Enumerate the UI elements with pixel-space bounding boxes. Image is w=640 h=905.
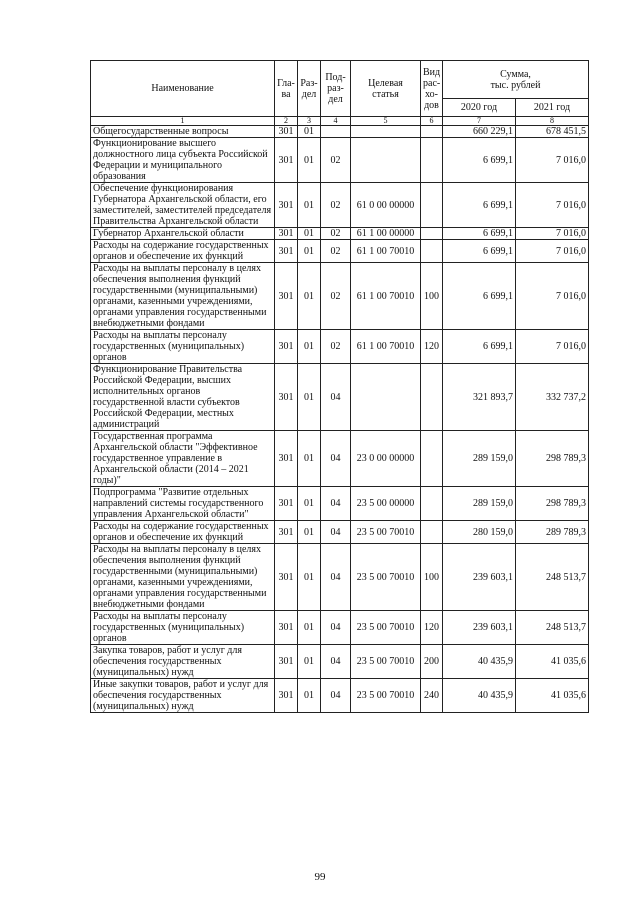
header-2020: 2020 год: [443, 99, 516, 117]
column-number: 6: [421, 117, 443, 126]
cell-y2020: 239 603,1: [443, 611, 516, 645]
cell-pod: 02: [321, 330, 351, 364]
cell-vid: [421, 126, 443, 138]
cell-pod: 04: [321, 364, 351, 431]
column-number: 3: [298, 117, 321, 126]
column-number: 4: [321, 117, 351, 126]
cell-y2021: 7 016,0: [516, 263, 589, 330]
cell-name: Расходы на выплаты персоналу государственных (муниципальных) органов: [91, 330, 275, 364]
cell-target: 23 5 00 70010: [351, 544, 421, 611]
cell-razdel: 01: [298, 611, 321, 645]
table-row: [91, 183, 589, 228]
cell-target: [351, 126, 421, 138]
cell-razdel: 01: [298, 228, 321, 240]
table-row: [91, 138, 589, 183]
cell-razdel: 01: [298, 679, 321, 713]
cell-name: Губернатор Архангельской области: [91, 228, 275, 240]
cell-y2020: 239 603,1: [443, 544, 516, 611]
cell-target: 61 1 00 70010: [351, 240, 421, 263]
cell-razdel: 01: [298, 364, 321, 431]
cell-y2020: 289 159,0: [443, 487, 516, 521]
cell-razdel: 01: [298, 240, 321, 263]
cell-razdel: 01: [298, 263, 321, 330]
cell-glava: 301: [275, 645, 298, 679]
cell-razdel: 01: [298, 645, 321, 679]
cell-pod: 04: [321, 544, 351, 611]
header-razdel: Раз- дел: [298, 61, 321, 117]
column-number: 5: [351, 117, 421, 126]
cell-y2020: 6 699,1: [443, 138, 516, 183]
table-row: [91, 645, 589, 679]
cell-glava: 301: [275, 126, 298, 138]
cell-y2020: 6 699,1: [443, 183, 516, 228]
cell-name: Обеспечение функционирования Губернатора Архангельской области, его заместителей, заместителей председателя Правительства Архангельской области: [91, 183, 275, 228]
table-row: [91, 544, 589, 611]
column-number: 1: [91, 117, 275, 126]
cell-target: 61 0 00 00000: [351, 183, 421, 228]
cell-y2021: 678 451,5: [516, 126, 589, 138]
cell-glava: 301: [275, 240, 298, 263]
table-row: [91, 431, 589, 487]
cell-glava: 301: [275, 611, 298, 645]
table-row: [91, 240, 589, 263]
cell-target: 23 5 00 70010: [351, 611, 421, 645]
cell-name: Иные закупки товаров, работ и услуг для обеспечения государственных (муниципальных) нужд: [91, 679, 275, 713]
cell-y2021: 332 737,2: [516, 364, 589, 431]
cell-target: 23 5 00 70010: [351, 645, 421, 679]
cell-y2020: 289 159,0: [443, 431, 516, 487]
cell-razdel: 01: [298, 521, 321, 544]
cell-glava: 301: [275, 330, 298, 364]
header-podrazdel: Под- раз- дел: [321, 61, 351, 117]
cell-vid: [421, 521, 443, 544]
cell-razdel: 01: [298, 138, 321, 183]
cell-vid: [421, 431, 443, 487]
cell-glava: 301: [275, 544, 298, 611]
cell-glava: 301: [275, 183, 298, 228]
cell-y2021: 7 016,0: [516, 183, 589, 228]
cell-target: 61 1 00 70010: [351, 263, 421, 330]
cell-target: [351, 138, 421, 183]
cell-y2021: 7 016,0: [516, 138, 589, 183]
cell-vid: 240: [421, 679, 443, 713]
table-row: [91, 487, 589, 521]
cell-name: Расходы на выплаты персоналу в целях обеспечения выполнения функций государственными (муниципальными) органами, казенными учреждениями, органами управления государственными внебюджетными фондами: [91, 263, 275, 330]
cell-y2020: 280 159,0: [443, 521, 516, 544]
header-vid: Вид рас- хо- дов: [421, 61, 443, 117]
cell-vid: 200: [421, 645, 443, 679]
cell-glava: 301: [275, 228, 298, 240]
cell-razdel: 01: [298, 431, 321, 487]
budget-table: [90, 60, 589, 713]
cell-pod: 04: [321, 521, 351, 544]
cell-name: Закупка товаров, работ и услуг для обеспечения государственных (муниципальных) нужд: [91, 645, 275, 679]
cell-y2020: 660 229,1: [443, 126, 516, 138]
cell-y2021: 41 035,6: [516, 679, 589, 713]
cell-name: Подпрограмма "Развитие отдельных направлений системы государственного управления Архангельской области": [91, 487, 275, 521]
cell-target: 23 5 00 70010: [351, 679, 421, 713]
cell-pod: [321, 126, 351, 138]
cell-razdel: 01: [298, 330, 321, 364]
cell-pod: 04: [321, 611, 351, 645]
table-row: [91, 611, 589, 645]
cell-vid: [421, 183, 443, 228]
cell-y2021: 298 789,3: [516, 431, 589, 487]
cell-target: [351, 364, 421, 431]
cell-name: Расходы на выплаты персоналу в целях обеспечения выполнения функций государственными (муниципальными) органами, казенными учреждениями, органами управления государственными внебюджетными фондами: [91, 544, 275, 611]
cell-y2021: 7 016,0: [516, 228, 589, 240]
cell-y2021: 298 789,3: [516, 487, 589, 521]
cell-y2021: 7 016,0: [516, 330, 589, 364]
cell-target: 23 5 00 00000: [351, 487, 421, 521]
cell-y2021: 41 035,6: [516, 645, 589, 679]
table-row: [91, 228, 589, 240]
cell-name: Функционирование высшего должностного лица субъекта Российской Федерации и муниципального образования: [91, 138, 275, 183]
cell-name: Расходы на выплаты персоналу государственных (муниципальных) органов: [91, 611, 275, 645]
table-row: [91, 679, 589, 713]
cell-name: Функционирование Правительства Российской Федерации, высших исполнительных органов государственной власти субъектов Российской Федерации, местных администраций: [91, 364, 275, 431]
cell-target: 23 0 00 00000: [351, 431, 421, 487]
header-name: Наименование: [91, 61, 275, 117]
cell-y2020: 40 435,9: [443, 645, 516, 679]
cell-vid: [421, 228, 443, 240]
cell-vid: 100: [421, 263, 443, 330]
cell-target: 23 5 00 70010: [351, 521, 421, 544]
cell-name: Общегосударственные вопросы: [91, 126, 275, 138]
cell-glava: 301: [275, 431, 298, 487]
cell-y2021: 289 789,3: [516, 521, 589, 544]
page-number: 99: [314, 871, 326, 883]
cell-pod: 02: [321, 263, 351, 330]
cell-glava: 301: [275, 364, 298, 431]
cell-razdel: 01: [298, 544, 321, 611]
cell-vid: [421, 487, 443, 521]
cell-vid: 100: [421, 544, 443, 611]
cell-razdel: 01: [298, 183, 321, 228]
cell-pod: 04: [321, 645, 351, 679]
cell-pod: 02: [321, 228, 351, 240]
cell-vid: [421, 240, 443, 263]
header-2021: 2021 год: [516, 99, 589, 117]
header-sum: Сумма, тыс. рублей: [443, 61, 589, 99]
cell-razdel: 01: [298, 487, 321, 521]
cell-pod: 04: [321, 431, 351, 487]
cell-name: Расходы на содержание государственных органов и обеспечение их функций: [91, 521, 275, 544]
cell-glava: 301: [275, 487, 298, 521]
cell-vid: 120: [421, 330, 443, 364]
cell-target: 61 1 00 00000: [351, 228, 421, 240]
cell-y2020: 6 699,1: [443, 240, 516, 263]
cell-glava: 301: [275, 263, 298, 330]
cell-glava: 301: [275, 138, 298, 183]
cell-y2020: 321 893,7: [443, 364, 516, 431]
cell-pod: 02: [321, 183, 351, 228]
cell-y2020: 40 435,9: [443, 679, 516, 713]
cell-target: 61 1 00 70010: [351, 330, 421, 364]
table-row: [91, 263, 589, 330]
cell-name: Расходы на содержание государственных органов и обеспечение их функций: [91, 240, 275, 263]
cell-y2020: 6 699,1: [443, 330, 516, 364]
table-row: [91, 364, 589, 431]
header-target: Целевая статья: [351, 61, 421, 117]
cell-name: Государственная программа Архангельской области "Эффективное государственное управление в Архангельской области (2014 – 2021 годы)": [91, 431, 275, 487]
cell-pod: 04: [321, 679, 351, 713]
header-glava: Гла- ва: [275, 61, 298, 117]
cell-glava: 301: [275, 679, 298, 713]
cell-y2020: 6 699,1: [443, 228, 516, 240]
cell-y2021: 248 513,7: [516, 611, 589, 645]
cell-y2021: 248 513,7: [516, 544, 589, 611]
column-number-row: [91, 117, 589, 126]
cell-pod: 02: [321, 138, 351, 183]
column-number: 2: [275, 117, 298, 126]
cell-vid: [421, 364, 443, 431]
cell-pod: 04: [321, 487, 351, 521]
cell-razdel: 01: [298, 126, 321, 138]
cell-y2020: 6 699,1: [443, 263, 516, 330]
cell-pod: 02: [321, 240, 351, 263]
table-row: [91, 126, 589, 138]
column-number: 8: [516, 117, 589, 126]
cell-y2021: 7 016,0: [516, 240, 589, 263]
column-number: 7: [443, 117, 516, 126]
cell-vid: 120: [421, 611, 443, 645]
table-row: [91, 330, 589, 364]
cell-glava: 301: [275, 521, 298, 544]
table-row: [91, 521, 589, 544]
cell-vid: [421, 138, 443, 183]
